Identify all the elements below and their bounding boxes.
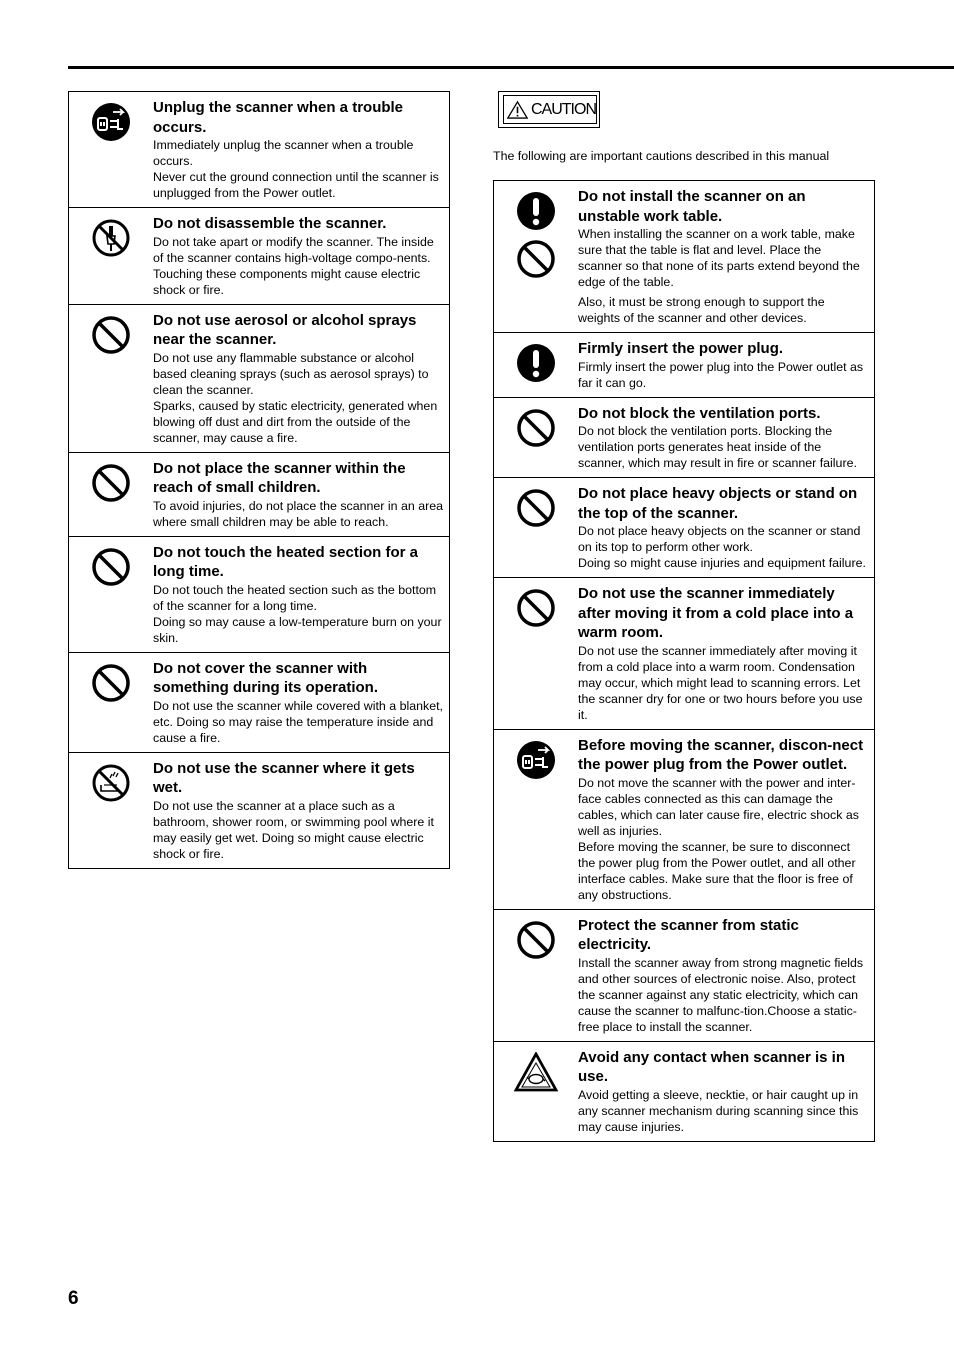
row-text-cell <box>578 1042 874 1141</box>
safety-row <box>69 452 449 536</box>
row-title: Do not install the scanner on an unstable work table. <box>578 188 806 225</box>
row-body-paragraph: Doing so may cause a low-temperature burn on your skin. <box>153 614 442 645</box>
unplug-icon <box>91 102 131 142</box>
row-text-cell <box>153 537 449 652</box>
page-number: 6 <box>68 1288 79 1309</box>
prohibition-icon <box>91 547 131 587</box>
row-icon-cell <box>69 92 153 207</box>
row-body-paragraph: Before moving the scanner, be sure to disconnect the power plug from the Power outlet, and all other interface cables. Make sure that the floor is free of any obstructions. <box>578 839 856 902</box>
prohibition-icon <box>91 463 131 503</box>
safety-row <box>494 477 874 577</box>
safety-row <box>494 397 874 478</box>
row-title: Do not use the scanner where it gets wet. <box>153 759 415 796</box>
row-body <box>153 582 443 646</box>
row-text-cell <box>578 478 874 577</box>
no-disassembly-icon <box>91 218 131 258</box>
row-body <box>578 775 868 903</box>
row-icon-cell <box>69 537 153 652</box>
row-icon-cell <box>494 1042 578 1141</box>
row-icon-cell <box>69 653 153 752</box>
row-icon-cell <box>494 398 578 478</box>
row-text-cell <box>153 453 449 536</box>
row-body-paragraph: Install the scanner away from strong magnetic fields and other sources of electronic noise. Also, protect the scanner against any static electricity, which can cause the scanner to malfunc-tion.Choose a static-free place to install the scanner. <box>578 955 864 1034</box>
row-icon-cell <box>494 578 578 729</box>
safety-row <box>494 181 874 332</box>
row-body <box>578 643 868 723</box>
row-title: Do not use the scanner immediately after moving it from a cold place into a warm room. <box>578 585 854 641</box>
safety-row <box>69 752 449 868</box>
row-icon-cell <box>494 730 578 909</box>
row-title: Avoid any contact when scanner is in use. <box>578 1048 846 1085</box>
row-text-cell <box>153 208 449 304</box>
row-body-paragraph: Do not take apart or modify the scanner. The inside of the scanner contains high-voltage compo-nents. <box>153 234 434 265</box>
safety-row <box>69 92 449 207</box>
row-body-paragraph: To avoid injuries, do not place the scanner in an area where small children may be able to reach. <box>153 498 443 529</box>
row-icon-cell <box>69 453 153 536</box>
row-title: Firmly insert the power plug. <box>578 340 784 357</box>
row-body <box>578 523 868 571</box>
row-body-paragraph: Do not use the scanner at a place such as a bathroom, shower room, or swimming pool where it may easily get wet. Doing so might cause electric shock or fire. <box>153 798 434 861</box>
no-wet-icon <box>91 763 131 803</box>
row-title: Do not block the ventilation ports. <box>578 404 821 422</box>
row-body <box>578 359 868 391</box>
row-text-cell <box>153 92 449 207</box>
safety-row <box>494 1041 874 1141</box>
row-body-paragraph: Doing so might cause injuries and equipment failure. <box>578 556 866 570</box>
row-body-paragraph: Immediately unplug the scanner when a trouble occurs. <box>153 138 414 168</box>
row-body <box>578 423 868 471</box>
caution-label-box <box>498 91 600 128</box>
safety-row <box>69 652 449 752</box>
safety-row <box>69 304 449 452</box>
row-icon-cell <box>494 910 578 1041</box>
row-icon-cell <box>494 478 578 577</box>
prohibition-icon <box>516 920 556 960</box>
row-icon-cell <box>494 333 578 397</box>
prohibition-icon <box>516 588 556 628</box>
row-body-paragraph: Do not place heavy objects on the scanner or stand on its top to perform other work. <box>578 524 861 554</box>
right-safety-table <box>493 180 875 1142</box>
row-body-paragraph: Do not touch the heated section such as the bottom of the scanner for a long time. <box>153 582 437 613</box>
row-body-paragraph: Never cut the ground connection until the scanner is unplugged from the Power outlet. <box>153 170 439 200</box>
row-body <box>153 498 443 530</box>
safety-row <box>69 207 449 304</box>
row-title: Do not use aerosol or alcohol sprays near the scanner. <box>153 311 417 348</box>
row-text-cell <box>578 910 874 1041</box>
prohibition-icon <box>91 315 131 355</box>
row-body <box>153 137 443 201</box>
row-title: Protect the scanner from static electricity. <box>578 916 799 953</box>
row-body <box>578 1087 868 1135</box>
row-title: Do not touch the heated section for a long time. <box>153 543 419 580</box>
mandatory-icon <box>516 191 556 231</box>
prohibition-icon <box>516 488 556 528</box>
row-body-paragraph: Do not move the scanner with the power and inter-face cables connected as this can damage the cables, which can later cause fire, electric shock as well as injuries. <box>578 775 859 838</box>
row-text-cell <box>578 398 874 478</box>
row-body-paragraph: Do not use any flammable substance or alcohol based cleaning sprays (such as aerosol sprays) to clean the scanner. <box>153 350 429 397</box>
safety-row <box>69 536 449 652</box>
row-text-cell <box>578 333 874 397</box>
caution-label <box>503 95 597 124</box>
row-body-paragraph: Also, it must be strong enough to support the weights of the scanner and other devices. <box>578 295 825 325</box>
row-body <box>578 226 868 326</box>
row-body-paragraph: When installing the scanner on a work table, make sure that the table is flat and level. Place the scanner so that none of its parts extend beyond the edge of the table. <box>578 227 860 289</box>
row-title: Do not place heavy objects or stand on the top of the scanner. <box>578 485 858 522</box>
safety-row <box>494 577 874 729</box>
row-text-cell <box>153 305 449 452</box>
row-text-cell <box>578 181 874 332</box>
mandatory-icon <box>516 343 556 383</box>
row-text-cell <box>578 730 874 909</box>
row-icon-cell <box>69 208 153 304</box>
row-body-paragraph: Avoid getting a sleeve, necktie, or hair caught up in any scanner mechanism during scanning since this may cause injuries. <box>578 1087 859 1134</box>
row-title: Do not cover the scanner with something during its operation. <box>153 659 378 696</box>
row-body <box>153 350 443 446</box>
left-safety-table <box>68 91 450 869</box>
row-body-paragraph: Touching these components might cause electric shock or fire. <box>153 266 421 297</box>
warning-triangle-icon <box>507 99 528 121</box>
unplug-icon <box>516 740 556 780</box>
row-text-cell <box>578 578 874 729</box>
caution-intro-text: The following are important cautions described in this manual <box>493 149 830 163</box>
top-rule <box>68 66 954 69</box>
row-body-paragraph: Firmly insert the power plug into the Power outlet as far it can go. <box>578 359 864 390</box>
row-body <box>153 798 443 862</box>
row-body <box>153 234 443 298</box>
row-title: Do not disassemble the scanner. <box>153 215 387 232</box>
row-title: Before moving the scanner, discon-nect the power plug from the Power outlet. <box>578 736 864 773</box>
prohibition-icon <box>516 239 556 279</box>
row-body-paragraph: Do not block the ventilation ports. Blocking the ventilation ports generates heat inside of the scanner, which may result in fire or scanner failure. <box>578 424 857 470</box>
row-icon-cell <box>69 753 153 868</box>
row-body-paragraph: Do not use the scanner immediately after moving it from a cold place into a warm room. Condensation may occur, which might lead to scanning errors. Let the scanner dry for one or two hours before you use it. <box>578 643 863 722</box>
safety-row <box>494 332 874 397</box>
row-body-paragraph: Do not use the scanner while covered with a blanket, etc. Doing so may raise the temperature inside and cause a fire. <box>153 698 443 745</box>
row-icon-cell <box>494 181 578 332</box>
safety-row <box>494 729 874 909</box>
row-icon-cell <box>69 305 153 452</box>
entanglement-warning-icon <box>514 1052 558 1092</box>
row-body <box>578 955 868 1035</box>
safety-row <box>494 909 874 1041</box>
row-text-cell <box>153 653 449 752</box>
prohibition-icon <box>91 663 131 703</box>
prohibition-icon <box>516 408 556 448</box>
row-text-cell <box>153 753 449 868</box>
row-body <box>153 698 443 746</box>
row-title: Unplug the scanner when a trouble occurs. <box>153 99 404 136</box>
row-body-paragraph: Sparks, caused by static electricity, generated when blowing off dust and dirt from the outside of the scanner, may cause a fire. <box>153 398 438 445</box>
row-title: Do not place the scanner within the reach of small children. <box>153 459 406 496</box>
caution-word: CAUTION <box>531 100 596 118</box>
